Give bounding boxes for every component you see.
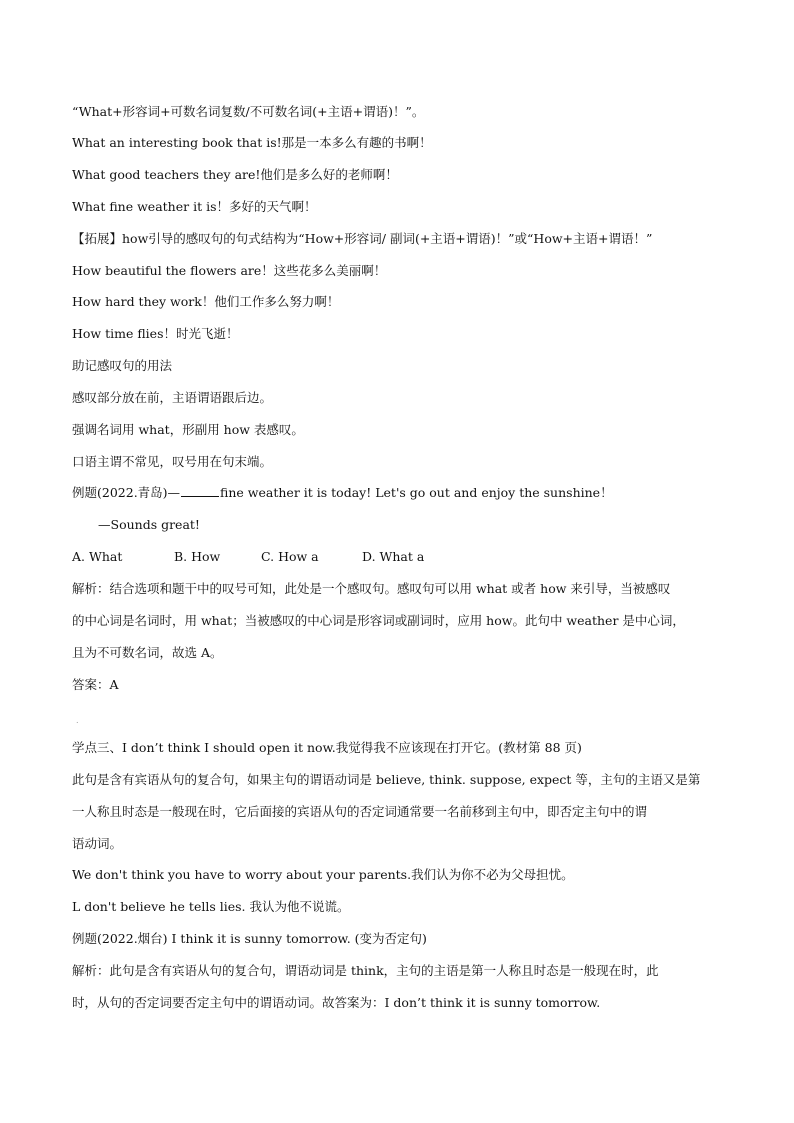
pattern-what-line: “What+形容词+可数名词复数/不可数名词(+主语+谓语)！”。 bbox=[72, 104, 425, 119]
answer-blank bbox=[181, 484, 219, 497]
extension-how-line: 【拓展】how引导的感叹句的句式结构为“How+形容词/ 副词(+主语+谓语)！”或“How+主语+谓语！” bbox=[72, 231, 653, 246]
example1-analysis-line-1: 解析：结合选项和题干中的叹号可知，此处是一个感叹句。感叹句可以用 what 或者 how 来引导，当被感叹 bbox=[72, 581, 671, 596]
option-c: C. How a bbox=[261, 549, 319, 564]
example-sentence-4: How beautiful the flowers are！这些花多么美丽啊！ bbox=[72, 263, 387, 278]
example-sentence-1: What an interesting book that is!那是一本多么有趣的书啊！ bbox=[72, 135, 432, 150]
section3-analysis-line-1: 解析：此句是含有宾语从句的复合句，谓语动词是 think，主句的主语是第一人称且时态是一般现在时，此 bbox=[72, 963, 659, 978]
example-sentence-3: What fine weather it is！多好的天气啊！ bbox=[72, 199, 317, 214]
mnemonic-line-3: 口语主谓不常见，叹号用在句末端。 bbox=[72, 454, 273, 469]
section3-body-line-1: 此句是含有宾语从句的复合句，如果主句的谓语动词是 believe, think. suppose, expect 等，主句的主语又是第 bbox=[72, 772, 701, 787]
example1-prefix: 例题(2022.青岛)— bbox=[72, 485, 181, 500]
mnemonic-line-1: 感叹部分放在前，主语谓语跟后边。 bbox=[72, 390, 273, 405]
example1-question bbox=[72, 484, 613, 502]
example-sentence-6: How time flies！时光飞逝！ bbox=[72, 326, 239, 341]
mnemonic-line-2: 强调名词用 what，形副用 how 表感叹。 bbox=[72, 422, 304, 437]
example-sentence-2: What good teachers they are!他们是多么好的老师啊！ bbox=[72, 167, 398, 182]
section3-analysis-line-2: 时，从句的否定词要否定主句中的谓语动词。故答案为：I don’t think it is sunny tomorrow. bbox=[72, 995, 601, 1010]
section3-question: 例题(2022.烟台) I think it is sunny tomorrow. (变为否定句) bbox=[72, 931, 427, 946]
section3-heading: 学点三、I don’t think I should open it now.我觉得我不应该现在打开它。(教材第 88 页) bbox=[72, 740, 582, 755]
example1-answer: 答案：A bbox=[72, 677, 119, 692]
stray-mark: . bbox=[76, 716, 79, 725]
example1-analysis-line-2: 的中心词是名词时，用 what；当被感叹的中心词是形容词或副词时，应用 how。此句中 weather 是中心词， bbox=[72, 613, 685, 628]
option-d: D. What a bbox=[362, 549, 425, 564]
example-sentence-5: How hard they work！他们工作多么努力啊！ bbox=[72, 294, 340, 309]
option-a: A. What bbox=[72, 549, 123, 564]
section3-body-line-3: 语动词。 bbox=[72, 836, 123, 851]
mnemonic-heading: 助记感叹句的用法 bbox=[72, 358, 173, 373]
section3-body-line-2: 一人称且时态是一般现在时，它后面接的宾语从句的否定词通常要一名前移到主句中，即否定主句中的谓 bbox=[72, 804, 648, 819]
example1-analysis-line-3: 且为不可数名词，故选 A。 bbox=[72, 645, 223, 660]
example1-suffix: fine weather it is today! Let's go out and enjoy the sunshine！ bbox=[220, 485, 613, 500]
section3-example-2: L don't believe he tells lies. 我认为他不说谎。 bbox=[72, 899, 350, 914]
section3-example-1: We don't think you have to worry about your parents.我们认为你不必为父母担忧。 bbox=[72, 867, 574, 882]
option-b: B. How bbox=[174, 549, 221, 564]
example1-reply: —Sounds great! bbox=[98, 517, 200, 532]
